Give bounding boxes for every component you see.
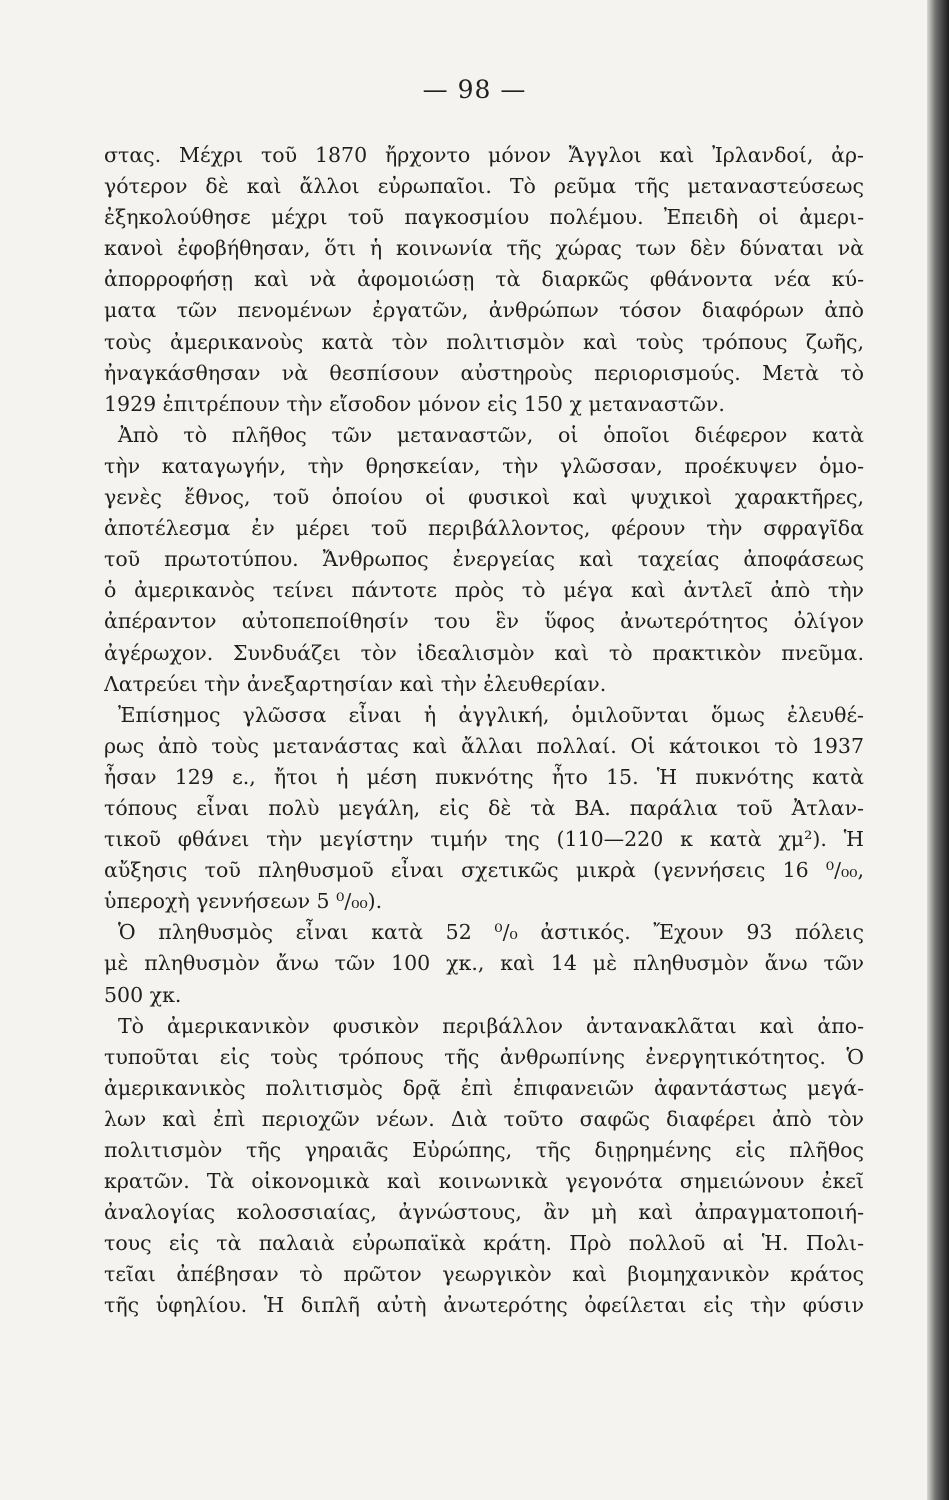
text-line: στας. Μέχρι τοῦ 1870 ἤρχοντο μόνον Ἄγγλοι καὶ Ἰρλανδοί, ἀρ- [104, 143, 864, 167]
text-line: τους εἰς τὰ παλαιὰ εὐρωπαϊκὰ κράτη. Πρὸ πολλοῦ αἱ Ἡ. Πολι- [104, 1231, 864, 1256]
text-line: γότερον δὲ καὶ ἄλλοι εὐρωπαῖοι. Τὸ ρεῦμα τῆς μεταναστεύσεως [104, 174, 864, 199]
text-line: πολιτισμὸν τῆς γηραιᾶς Εὐρώπης, τῆς διῃρημένης εἰς πλῆθος [104, 1138, 864, 1162]
text-line: ὁ ἀμερικανὸς τείνει πάντοτε πρὸς τὸ μέγα καὶ ἀντλεῖ ἀπὸ τὴν [104, 578, 864, 603]
text-line: τοὺς ἀμερικανοὺς κατὰ τὸν πολιτισμὸν καὶ τοὺς τρόπους ζωῆς, [104, 329, 864, 354]
text-line: ἀπέραντον αὐτοπεποίθησίν του ἓν ὕφος ἀνωτερότητος ὀλίγον [104, 609, 864, 634]
text-line: ρως ἀπὸ τοὺς μετανάστας καὶ ἄλλαι πολλαί. Οἱ κάτοικοι τὸ 1937 [104, 733, 864, 758]
text-line: ἐξηκολούθησε μέχρι τοῦ παγκοσμίου πολέμου. Ἐπειδὴ οἱ ἀμερι- [104, 205, 864, 230]
text-line: τοῦ πρωτοτύπου. Ἄνθρωπος ἐνεργείας καὶ ταχείας ἀποφάσεως [104, 547, 864, 572]
text-line: ματα τῶν πενομένων ἐργατῶν, ἀνθρώπων τόσον διαφόρων ἀπὸ [104, 298, 864, 323]
page-number: — 98 — [422, 75, 527, 104]
page-binding-edge [927, 0, 949, 1500]
text-line: Ἀπὸ τὸ πλῆθος τῶν μεταναστῶν, οἱ ὁποῖοι διέφερον κατὰ [118, 422, 864, 447]
text-line: ἀναλογίας κολοσσιαίας, ἀγνώστους, ἂν μὴ καὶ ἀπραγματοποιή- [104, 1200, 864, 1225]
text-line: κανοὶ ἐφοβήθησαν, ὅτι ἡ κοινωνία τῆς χώρας των δὲν δύναται νὰ [104, 236, 864, 261]
text-line: μὲ πληθυσμὸν ἄνω τῶν 100 χκ., καὶ 14 μὲ πληθυσμὸν ἄνω τῶν [104, 951, 864, 976]
text-line: ὑπεροχὴ γεννήσεων 5 ⁰/₀₀). [104, 889, 383, 914]
text-line: 1929 ἐπιτρέπουν τὴν εἴσοδον μόνον εἰς 150 χ μεταναστῶν. [104, 391, 725, 416]
text-line: ἀμερικανικὸς πολιτισμὸς δρᾷ ἐπὶ ἐπιφανειῶν ἀφαντάστως μεγά- [104, 1075, 864, 1100]
text-line: ἀπορροφήσῃ καὶ νὰ ἀφομοιώσῃ τὰ διαρκῶς φθάνοντα νέα κύ- [104, 267, 864, 292]
text-line: τυποῦται εἰς τοὺς τρόπους τῆς ἀνθρωπίνης ἐνεργητικότητος. Ὁ [104, 1044, 864, 1069]
text-line: ἀποτέλεσμα ἐν μέρει τοῦ περιβάλλοντος, φέρουν τὴν σφραγῖδα [104, 516, 864, 541]
text-line: Ὁ πληθυσμὸς εἶναι κατὰ 52 ⁰/₀ ἀστικός. Ἔχουν 93 πόλεις [118, 920, 864, 945]
text-line: ἦσαν 129 ε., ἤτοι ἡ μέση πυκνότης ἦτο 15. Ἡ πυκνότης κατὰ [104, 764, 864, 789]
text-line: λων καὶ ἐπὶ περιοχῶν νέων. Διὰ τοῦτο σαφῶς διαφέρει ἀπὸ τὸν [104, 1106, 864, 1131]
text-line: κρατῶν. Τὰ οἰκονομικὰ καὶ κοινωνικὰ γεγονότα σημειώνουν ἐκεῖ [104, 1169, 864, 1194]
text-line: Τὸ ἀμερικανικὸν φυσικὸν περιβάλλον ἀντανακλᾶται καὶ ἀπο- [118, 1013, 864, 1038]
text-line: τικοῦ φθάνει τὴν μεγίστην τιμήν της (110—220 κ κατὰ χμ²). Ἡ [104, 827, 864, 852]
text-line: τόπους εἶναι πολὺ μεγάλη, εἰς δὲ τὰ ΒΑ. παράλια τοῦ Ἀτλαν- [104, 795, 864, 820]
text-line: 500 χκ. [104, 982, 182, 1007]
text-line: Λατρεύει τὴν ἀνεξαρτησίαν καὶ τὴν ἐλευθερίαν. [104, 671, 607, 696]
text-line: ἠναγκάσθησαν νὰ θεσπίσουν αὐστηροὺς περιορισμούς. Μετὰ τὸ [104, 360, 864, 385]
text-line: ἀγέρωχον. Συνδυάζει τὸν ἰδεαλισμὸν καὶ τὸ πρακτικὸν πνεῦμα. [104, 640, 864, 665]
text-line: Ἐπίσημος γλῶσσα εἶναι ἡ ἀγγλική, ὁμιλοῦνται ὅμως ἐλευθέ- [118, 702, 864, 727]
text-line: τῆς ὑφηλίου. Ἡ διπλῆ αὐτὴ ἀνωτερότης ὀφείλεται εἰς τὴν φύσιν [104, 1293, 864, 1318]
text-line: αὔξησις τοῦ πληθυσμοῦ εἶναι σχετικῶς μικρὰ (γεννήσεις 16 ⁰/₀₀, [104, 858, 864, 883]
body-text [104, 140, 864, 1322]
text-line: τεῖαι ἀπέβησαν τὸ πρῶτον γεωργικὸν καὶ βιομηχανικὸν κράτος [104, 1262, 864, 1287]
text-line: τὴν καταγωγήν, τὴν θρησκείαν, τὴν γλῶσσαν, προέκυψεν ὁμο- [104, 453, 864, 478]
text-line: γενὲς ἔθνος, τοῦ ὁποίου οἱ φυσικοὶ καὶ ψυχικοὶ χαρακτῆρες, [104, 485, 864, 510]
